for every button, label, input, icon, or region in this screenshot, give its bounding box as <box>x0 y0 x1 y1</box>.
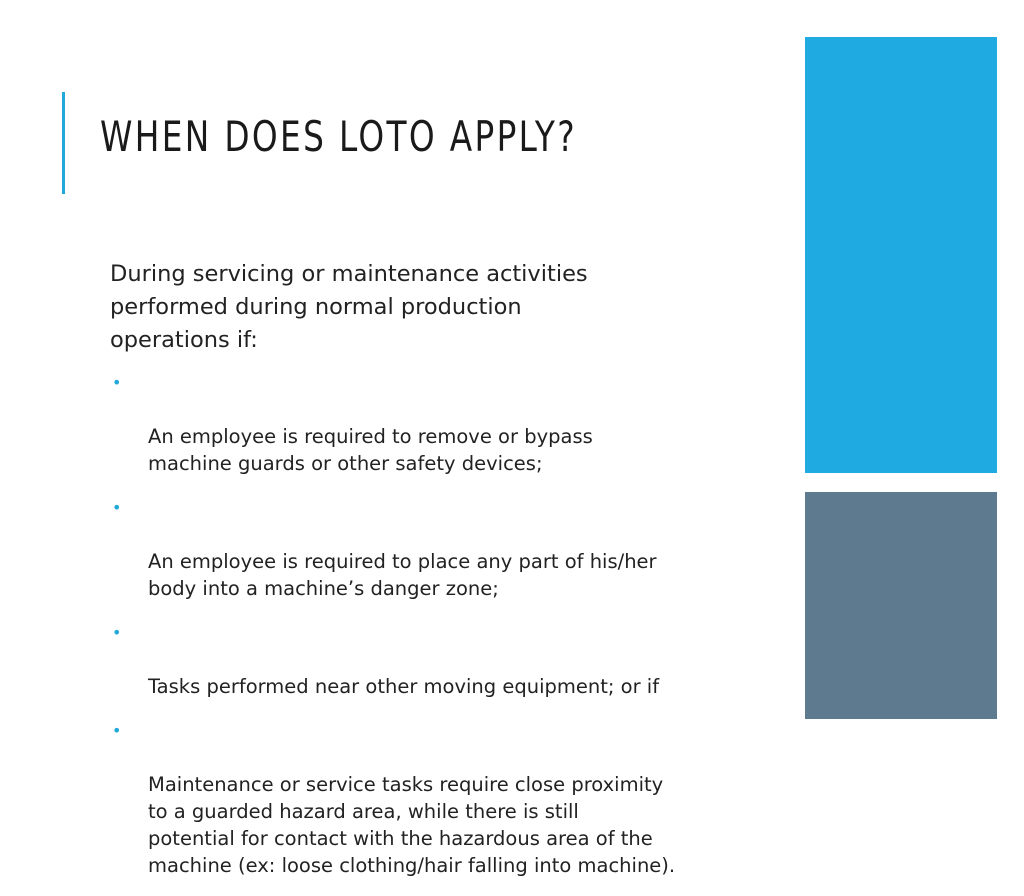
bullet-text: An employee is required to remove or bypass machine guards or other safety devices; <box>148 425 593 475</box>
bullet-icon: • <box>112 373 122 392</box>
bullet-icon: • <box>112 498 122 517</box>
bullet-text: Tasks performed near other moving equipment; or if <box>148 675 660 698</box>
intro-paragraph: During servicing or maintenance activities performed during normal production operations if: <box>110 261 588 353</box>
bullet-text: An employee is required to place any part of his/her body into a machine’s danger zone; <box>148 550 657 600</box>
slide-body <box>110 258 770 896</box>
title-accent-line <box>62 92 65 194</box>
bullet-text: Maintenance or service tasks require close proximity to a guarded hazard area, while there is still potential for contact with the hazardous area of the machine (ex: loose clothing/hair falling into machine). <box>148 773 676 877</box>
bullet-item <box>110 369 770 477</box>
slide-title: WHEN DOES LOTO APPLY? <box>100 112 578 161</box>
bullet-item <box>110 619 770 700</box>
decorative-blue-block <box>805 37 997 473</box>
bullet-item <box>110 494 770 602</box>
bullet-item <box>110 717 770 879</box>
bullet-icon: • <box>112 721 122 740</box>
decorative-slate-block <box>805 492 997 719</box>
bullet-list <box>110 369 770 879</box>
bullet-icon: • <box>112 623 122 642</box>
